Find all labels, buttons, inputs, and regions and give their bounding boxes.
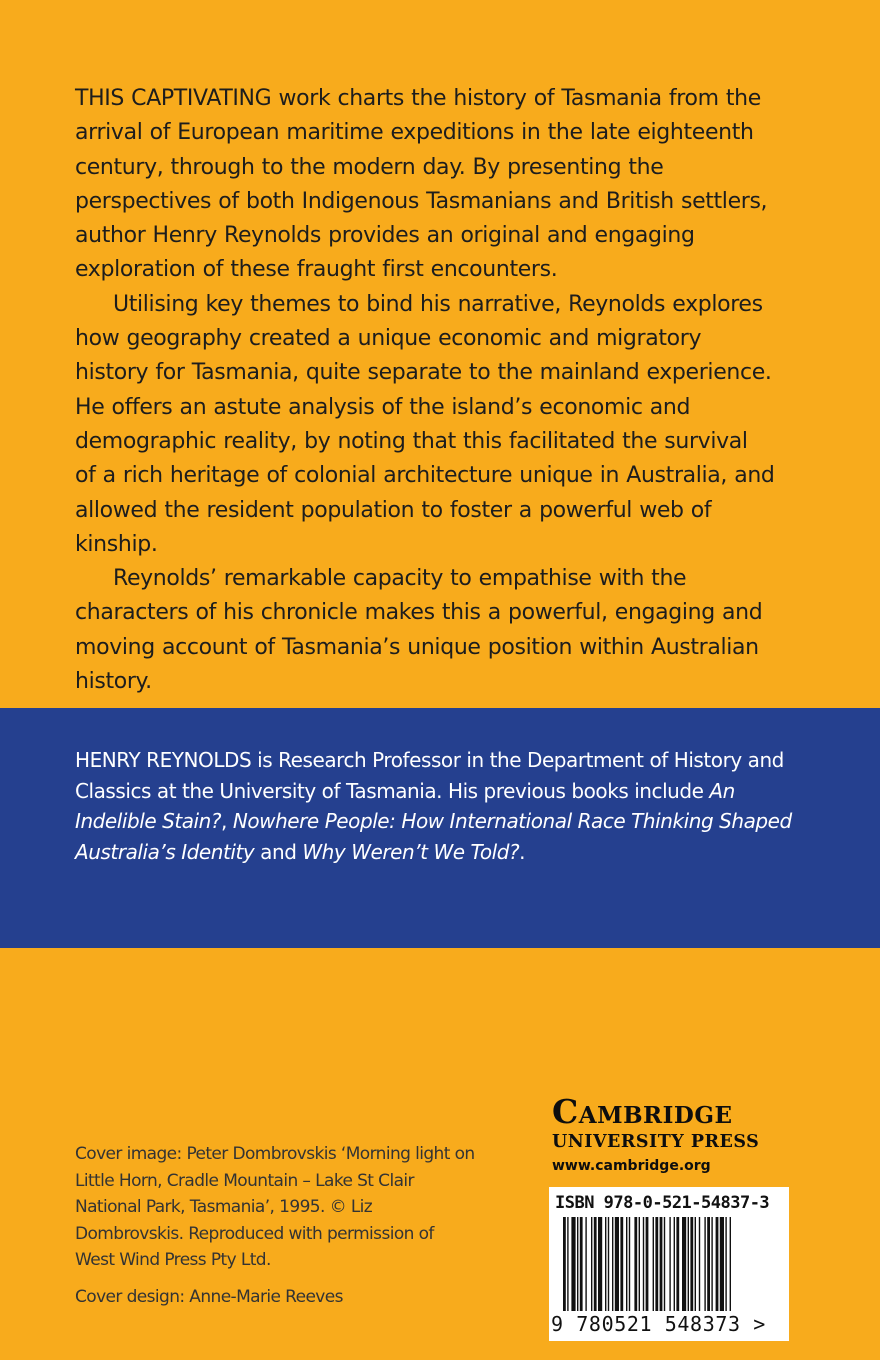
barcode-bar <box>730 1217 731 1315</box>
barcode-bar <box>690 1217 693 1315</box>
cover-design-credit: Cover design: Anne-Marie Reeves <box>75 1286 343 1307</box>
barcode-bar <box>612 1217 613 1315</box>
barcode-bar <box>674 1217 675 1315</box>
barcode-bar <box>720 1217 724 1315</box>
bio-end: . <box>519 839 526 864</box>
book-title-3: Why Weren’t We Told? <box>302 839 520 864</box>
author-bio <box>75 745 795 867</box>
barcode-bar <box>699 1217 700 1315</box>
barcode-bar <box>615 1217 619 1315</box>
publisher-url: www.cambridge.org <box>552 1158 711 1174</box>
barcode-bar <box>704 1217 705 1315</box>
barcode-bar <box>620 1217 623 1315</box>
cover-image-credit: Cover image: Peter Dombrovskis ‘Morning light on Little Horn, Cradle Mountain – Lake St Clair National Park, Tasmania’, 1995. © Liz Dombrovskis. Reproduced with permission of West Wind Press Pty Ltd. <box>75 1144 475 1270</box>
barcode-bar <box>655 1217 658 1315</box>
blurb-paragraph-3: Reynolds’ remarkable capacity to empathise with the characters of his chronicle makes this a powerful, engaging and moving account of Tasmania’s unique position within Australian history. <box>75 566 763 695</box>
author-bio-intro: HENRY REYNOLDS is Research Professor in the Department of History and Classics at the University of Tasmania. His previous books include <box>75 748 784 803</box>
barcode-bar <box>707 1217 710 1315</box>
barcode-bar <box>571 1217 575 1315</box>
barcode-bar <box>716 1217 719 1315</box>
barcode-bar <box>567 1217 568 1315</box>
separator-2: and <box>254 839 303 864</box>
barcode-bar <box>598 1217 602 1315</box>
barcode-bar <box>688 1217 689 1315</box>
barcode-bar <box>682 1217 686 1315</box>
barcode-bar <box>643 1217 644 1315</box>
barcode-bar <box>580 1217 583 1315</box>
barcode-bar <box>634 1217 637 1315</box>
publisher-name: Cambridge <box>552 1092 733 1131</box>
publisher-subtitle: UNIVERSITY PRESS <box>552 1132 760 1152</box>
barcode-bar <box>676 1217 679 1315</box>
cover-credits <box>75 1141 475 1310</box>
barcode-bar <box>660 1217 663 1315</box>
book-title-2: Nowhere People: How International Race Thinking Shaped Australia’s Identity <box>75 809 792 864</box>
barcode-bar <box>605 1217 606 1315</box>
barcode-bar <box>695 1217 696 1315</box>
barcode-bar <box>664 1217 665 1315</box>
barcode-bar <box>608 1217 609 1315</box>
barcode-bar <box>585 1217 586 1315</box>
barcode-digits: 9 780521 548373 > <box>551 1312 766 1336</box>
book-title-1: An Indelible Stain? <box>75 778 735 833</box>
barcode-bar <box>629 1217 630 1315</box>
barcode-bar <box>577 1217 578 1315</box>
book-blurb <box>75 82 775 699</box>
barcode-bar <box>626 1217 627 1315</box>
blurb-paragraph-2: Utilising key themes to bind his narrative, Reynolds explores how geography created a unique economic and migratory history for Tasmania, quite separate to the mainland experience. He offers an astute analysis of the island’s economic and demographic reality, by noting that this facilitated the survival of a rich heritage of colonial architecture unique in Australia, and allowed the resident population to foster a powerful web of kinship. <box>75 291 775 557</box>
barcode-bar <box>563 1217 566 1315</box>
author-bio-band <box>0 708 880 948</box>
barcode-bar <box>725 1217 726 1315</box>
barcode-bar <box>669 1217 670 1315</box>
barcode-bar <box>591 1217 592 1315</box>
isbn-barcode <box>549 1187 789 1341</box>
barcode-bar <box>639 1217 640 1315</box>
author-bio-text <box>75 745 795 867</box>
publisher-logo <box>552 1094 802 1176</box>
blurb-paragraph-1: THIS CAPTIVATING work charts the history of Tasmania from the arrival of European maritime expeditions in the late eighteenth century, through to the modern day. By presenting the perspectives of both Indigenous Tasmanians and British settlers, author Henry Reynolds provides an original and engaging exploration of these fraught first encounters. <box>75 86 768 283</box>
isbn-label: ISBN 978-0-521-54837-3 <box>555 1193 770 1213</box>
barcode-bar <box>711 1217 712 1315</box>
barcode-bar <box>653 1217 654 1315</box>
separator-1: , <box>221 809 233 833</box>
barcode-bar <box>646 1217 649 1315</box>
barcode-bar <box>594 1217 597 1315</box>
